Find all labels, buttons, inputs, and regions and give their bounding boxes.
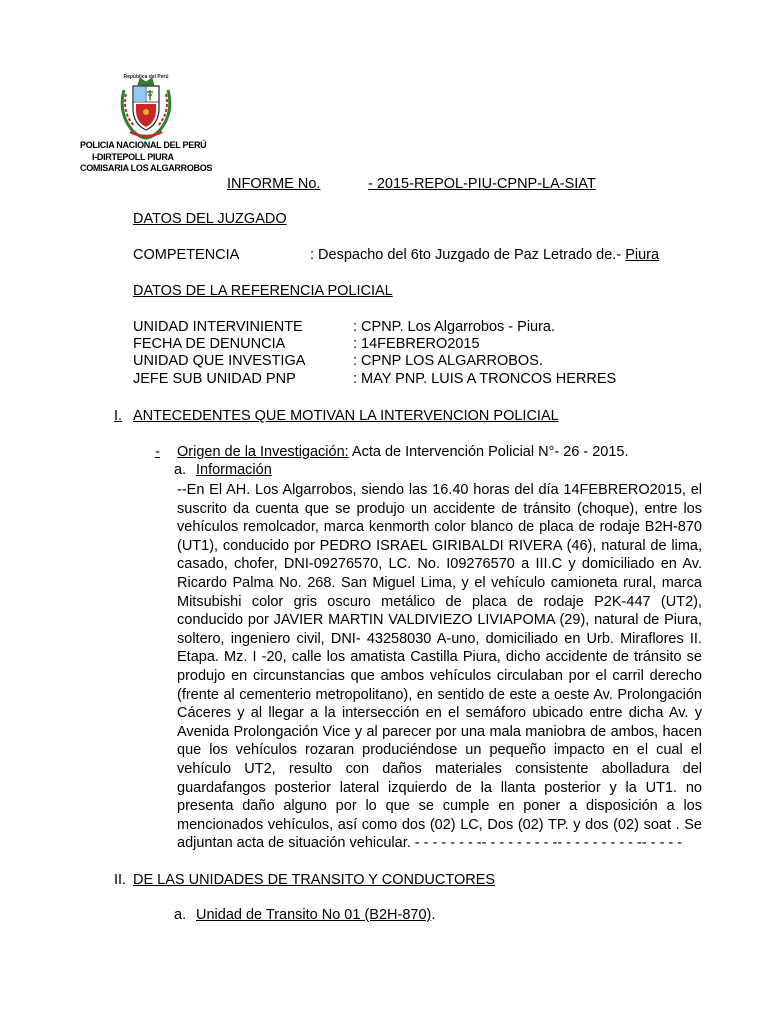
section-1-heading: ANTECEDENTES QUE MOTIVAN LA INTERVENCION POLICIAL xyxy=(133,408,559,424)
competencia-text: : Despacho del 6to Juzgado de Paz Letrado de.- xyxy=(310,247,626,263)
unidad-letter: a. xyxy=(174,907,187,923)
section-2-heading: DE LAS UNIDADES DE TRANSITO Y CONDUCTORES xyxy=(133,872,496,888)
referencia-row-label: JEFE SUB UNIDAD PNP xyxy=(133,371,296,387)
competencia-label: COMPETENCIA xyxy=(133,247,240,263)
referencia-row-value: : MAY PNP. LUIS A TRONCOS HERRES xyxy=(353,371,617,387)
origen-value: Acta de Intervención Policial N°- 26 - 2015. xyxy=(348,444,629,460)
informacion-body: --En El AH. Los Algarrobos, siendo las 16.40 horas del día 14FEBRERO2015, el suscrito da cuenta que se produjo un accidente de tránsito (choque), entre los vehículos remolcador, marca kenmorth color blanco de placa de rodaje B2H-870 (UT1), conducido por PEDRO ISRAEL GIRIBALDI RIVERA (46), natural de lima, casado, chofer, DNI-09276570, LC. No. I09276570 a III.C y domiciliado en Av. Ricardo Palma No. 268. San Miguel Lima, y el vehículo camioneta rural, marca Mitsubishi color gris oscuro metálico de placa de rodaje P2K-447 (UT2), conducido por JAVIER MARTIN VALDIVIEZO LIVIAPOMA (29), natural de Piura, soltero, ingeniero civil, DNI- 43258030 A-uno, domiciliado en Urb. Miraflores II. Etapa. Mz. I -20, calle los amatista Castilla Piura, dicho accidente de tránsito se produjo en circunstancias que ambos vehículos circulaban por el carril derecho (frente al cementerio metropolitano), en sentido de este a oeste Av. Prolongación Cáceres y al llegar a la intersección en el semáforo ubicado entre dicha Av. y Avenida Prolongación Vice y al parecer por una mala maniobra de ambos, hacen que los vehículos rozaran produciéndose un pequeño impacto en el cual el vehículo UT2, resulto con daños materiales consistente abolladura del guardafangos posterior lateral izquierdo de la llanta posterior y la UT1. no presenta daño alguno por lo que se cumple en poner a disposición a los mencionados vehículos, así como dos (02) LC, Dos (02) TP. y dos (02) soat . Se adjuntan acta de situación vehicular. - - - - - - - -- - - - - - - - -- - - - - - - - - -- - - - - xyxy=(177,482,702,852)
informacion-label: Información xyxy=(196,462,272,478)
referencia-row-value: : CPNP. Los Algarrobos - Piura. xyxy=(353,319,556,335)
unidad-suffix: . xyxy=(431,907,436,923)
referencia-row-value: : CPNP LOS ALGARROBOS. xyxy=(353,353,543,369)
institution-line: I-DIRTEPOLL PIURA xyxy=(92,151,174,162)
referencia-row-label: UNIDAD QUE INVESTIGA xyxy=(133,353,306,369)
informe-code: - 2015-REPOL-PIU-CPNP-LA-SIAT xyxy=(368,176,596,192)
informe-label: INFORME No. xyxy=(227,176,321,192)
juzgado-heading: DATOS DEL JUZGADO xyxy=(133,211,287,227)
institution-header xyxy=(80,140,212,175)
origen-line xyxy=(177,444,629,460)
section-2-number: II. xyxy=(114,872,127,888)
referencia-row-value: : 14FEBRERO2015 xyxy=(353,336,480,352)
origen-label: Origen de la Investigación: xyxy=(177,444,349,460)
informe-number-blank xyxy=(317,176,365,194)
competencia-city: Piura xyxy=(625,247,660,263)
unidad-line xyxy=(196,907,435,923)
peru-coat-of-arms-logo xyxy=(116,68,176,140)
competencia-value xyxy=(310,247,659,263)
informacion-letter: a. xyxy=(174,462,187,478)
institution-line: COMISARIA LOS ALGARROBOS xyxy=(80,163,213,173)
referencia-row-label: UNIDAD INTERVINIENTE xyxy=(133,319,303,335)
svg-text:República del Perú: República del Perú xyxy=(123,74,169,80)
institution-line: POLICIA NACIONAL DEL PERÚ xyxy=(80,140,207,150)
section-1-number: I. xyxy=(114,408,123,424)
origen-dash: - xyxy=(155,444,160,460)
referencia-heading: DATOS DE LA REFERENCIA POLICIAL xyxy=(133,283,393,299)
unidad-label: Unidad de Transito No 01 (B2H-870) xyxy=(196,907,432,923)
referencia-row-label: FECHA DE DENUNCIA xyxy=(133,336,286,352)
